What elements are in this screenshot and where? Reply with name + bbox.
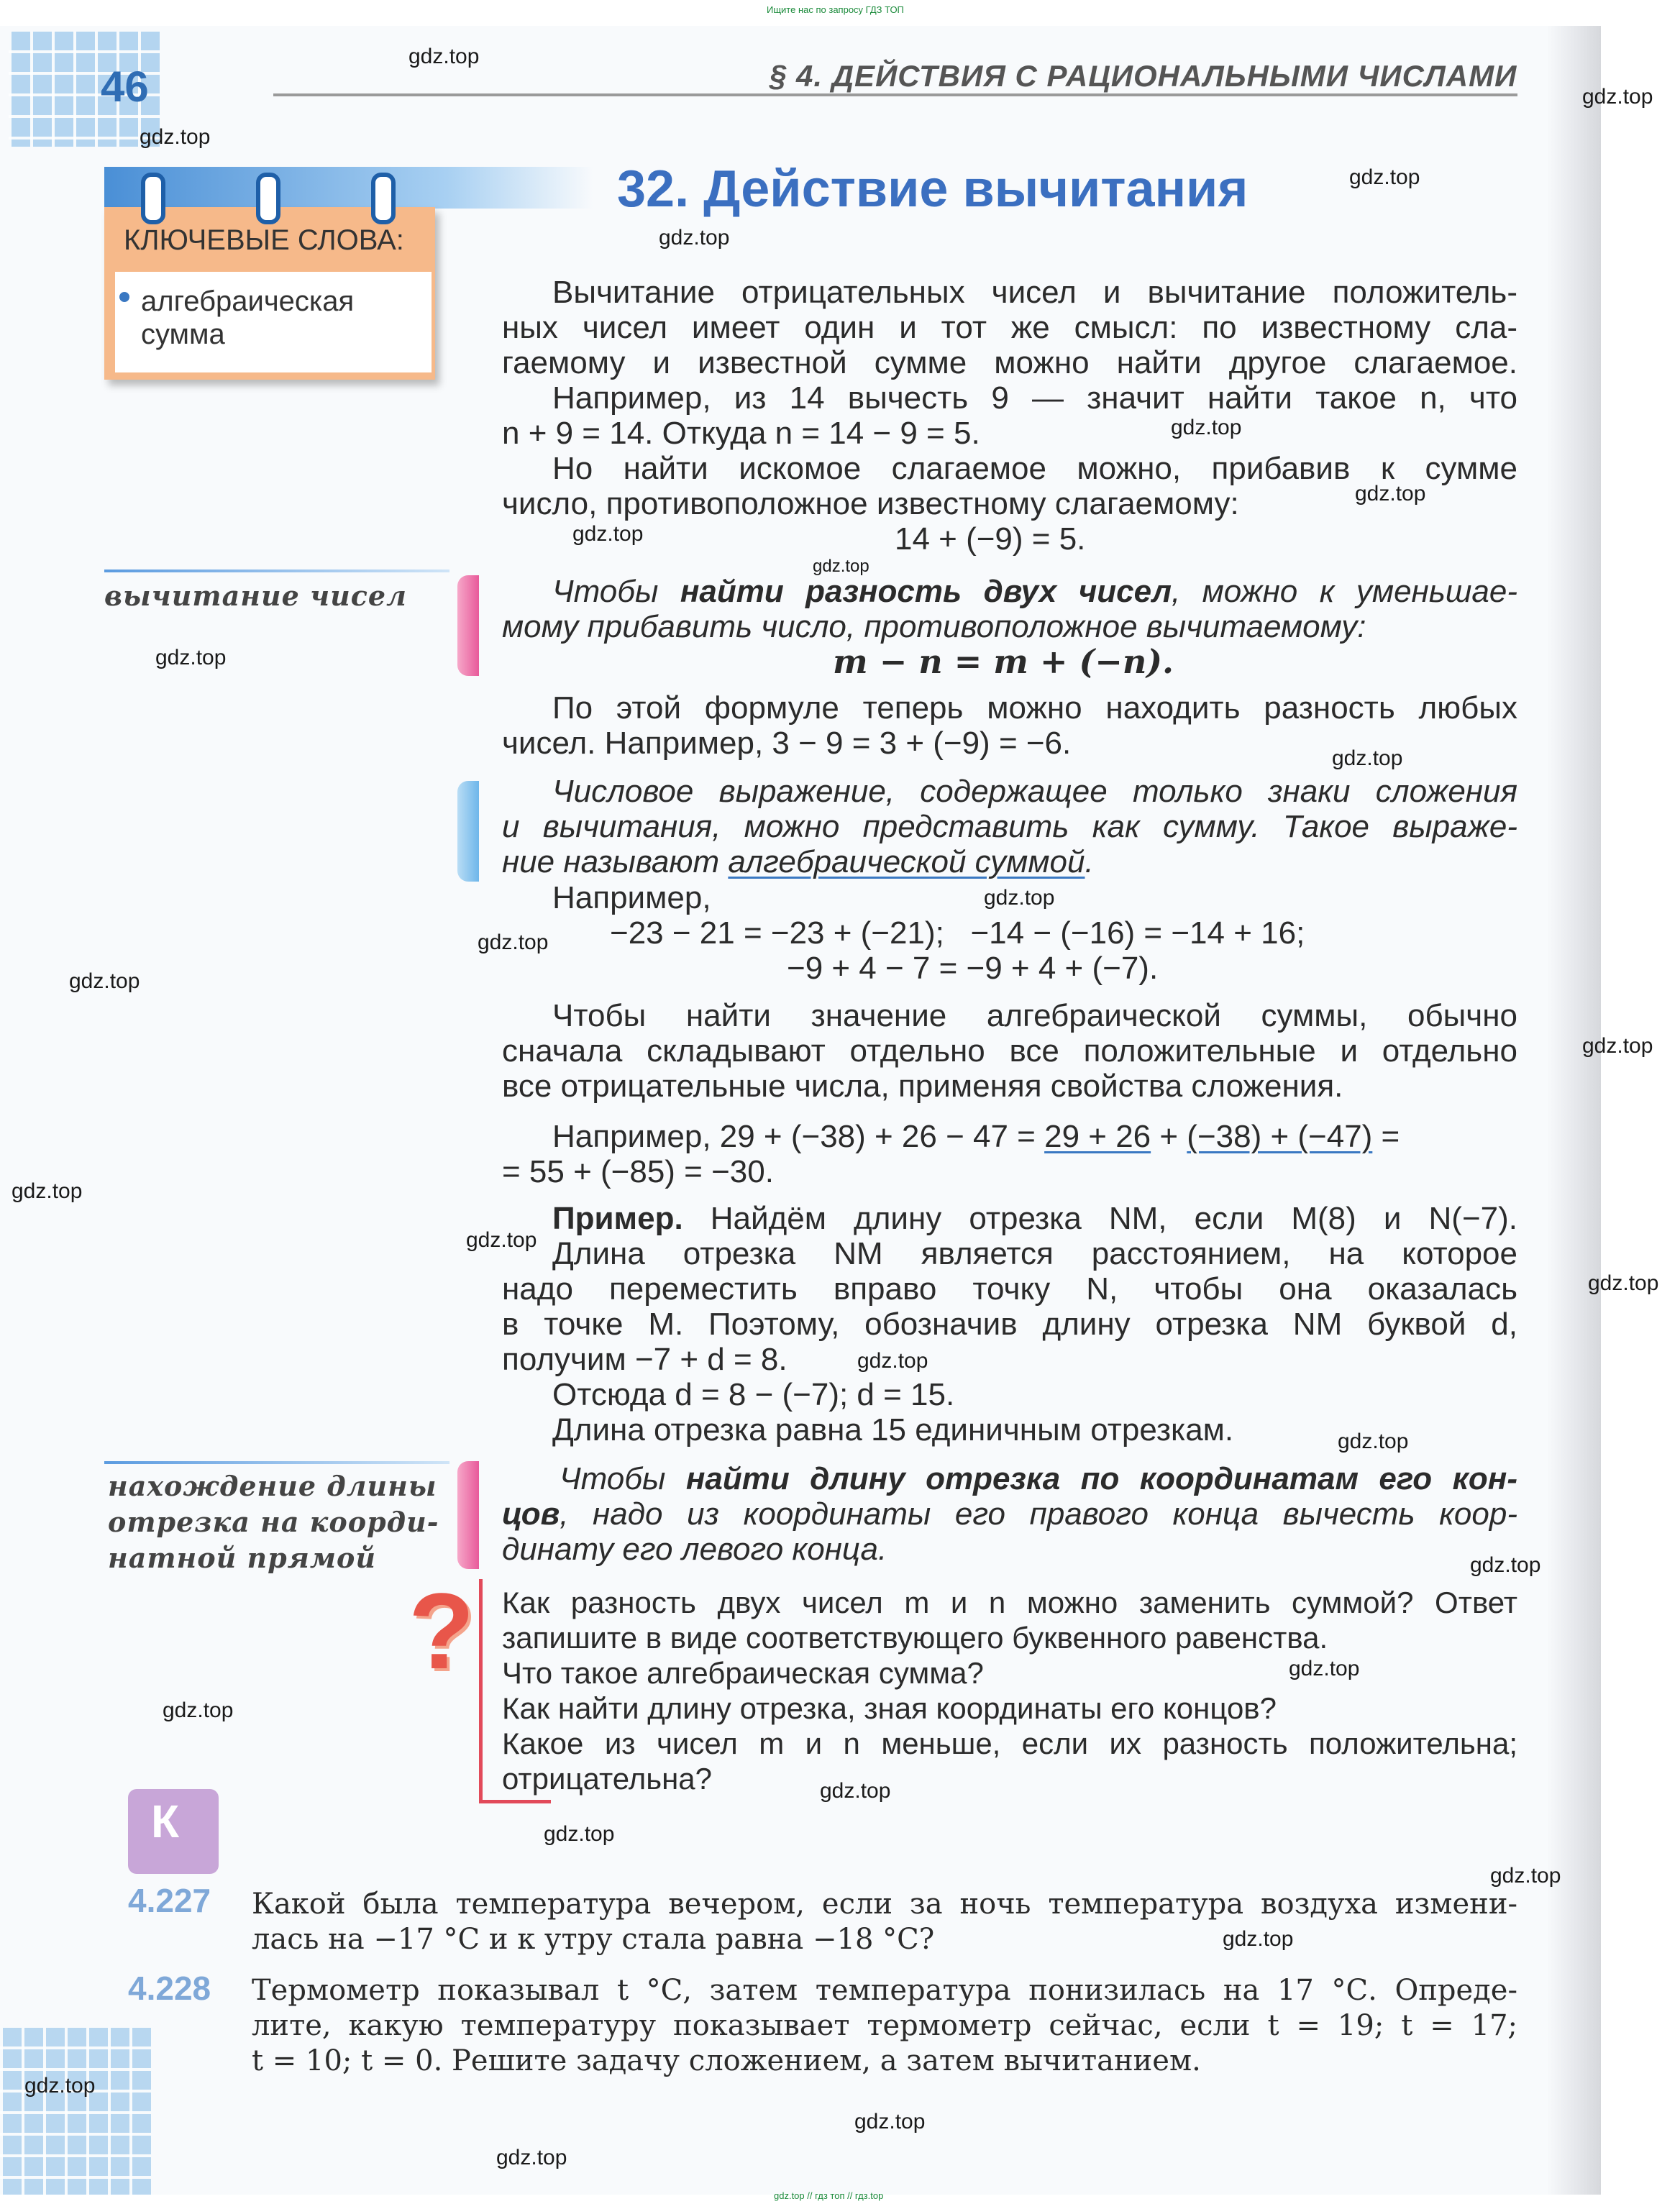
watermark: gdz.top — [854, 2110, 926, 2133]
keywords-title: КЛЮЧЕВЫЕ СЛОВА: — [124, 224, 404, 256]
watermark: gdz.top — [478, 930, 549, 954]
rule-subtraction — [502, 574, 1517, 680]
text-fragment: Найдём длину отрезка NM, если M(8) и N(−7). — [682, 1201, 1517, 1236]
watermark: gdz.top — [24, 2074, 96, 2098]
watermark: gdz.top — [466, 1228, 537, 1252]
questions-line — [479, 1579, 483, 1802]
text-line: Например, — [552, 880, 711, 915]
question-item: Как найти длину отрезка, зная координаты его концов? — [502, 1691, 1277, 1725]
watermark: gdz.top — [544, 1822, 615, 1846]
exercise-4228 — [252, 1973, 1517, 2079]
watermark: gdz.top — [1289, 1657, 1360, 1680]
top-banner: Ищите нас по запросу ГДЗ ТОП — [767, 4, 904, 15]
paragraph-algebraic-sum-value — [502, 998, 1517, 1104]
text-line: динату его левого конца. — [502, 1532, 887, 1567]
rule-marker-bar — [457, 1461, 479, 1569]
watermark: gdz.top — [69, 969, 140, 993]
watermark: gdz.top — [984, 886, 1055, 910]
margin-term — [108, 1468, 453, 1576]
worked-example — [502, 1201, 1517, 1447]
text-line: Вычитание отрицательных чисел и вычитание положитель- — [552, 275, 1517, 310]
margin-term: вычитание чисел — [104, 580, 407, 612]
text-line: натной прямой — [108, 1542, 376, 1574]
text-line: Например, из 14 вычесть 9 — значит найти такое n, что — [552, 380, 1517, 416]
watermark: gdz.top — [820, 1779, 891, 1803]
header-divider — [273, 93, 1517, 96]
example-label: Пример. — [552, 1201, 683, 1236]
exercise-number: 4.227 — [128, 1882, 211, 1919]
text-line: чисел. Например, 3 − 9 = 3 + (−9) = −6. — [502, 726, 1072, 761]
watermark: gdz.top — [572, 522, 644, 546]
text-line: надо переместить вправо точку N, чтобы она оказалась — [502, 1271, 1517, 1307]
text-fragment: + — [1151, 1119, 1187, 1154]
section-title: 32. Действие вычитания — [617, 160, 1248, 218]
watermark: gdz.top — [496, 2146, 567, 2169]
text-line: = 55 + (−85) = −30. — [502, 1154, 774, 1189]
questions-line — [479, 1800, 551, 1803]
watermark: gdz.top — [12, 1179, 83, 1203]
bottom-banner: gdz.top // гдз топ // гдз.top — [774, 2190, 884, 2201]
ring-icon — [371, 173, 396, 224]
text-line: получим −7 + d = 8. — [502, 1342, 788, 1377]
text-line: Чтобы найти значение алгебраической суммы, обычно — [552, 998, 1517, 1033]
text-line: сначала складывают отдельно все положительные и отдельно — [502, 1033, 1517, 1069]
text-line: Длина отрезка равна 15 единичным отрезкам. — [552, 1412, 1234, 1447]
text-line: число, противоположное известному слагаемому: — [502, 486, 1239, 521]
formula: m − n = m + (−n). — [833, 642, 1174, 681]
watermark: gdz.top — [813, 557, 869, 576]
text-fragment: ние называют — [502, 844, 729, 879]
watermark: gdz.top — [659, 226, 730, 250]
watermark: gdz.top — [155, 646, 227, 669]
text-fragment: , надо из координаты его правого конца вычесть коор- — [560, 1496, 1517, 1532]
watermark: gdz.top — [163, 1698, 234, 1722]
watermark: gdz.top — [1349, 165, 1420, 189]
keyword-item: алгебраическая сумма — [141, 285, 355, 350]
keywords-bar — [104, 167, 593, 209]
formula: −23 − 21 = −23 + (−21); −14 − (−16) = −14 + 16; — [610, 915, 1305, 951]
watermark: gdz.top — [1332, 746, 1403, 770]
rule-highlight: цов — [502, 1496, 560, 1532]
text-line: По этой формуле теперь можно находить разность любых — [552, 690, 1517, 726]
text-line: все отрицательные числа, применяя свойства сложения. — [502, 1069, 1343, 1104]
margin-divider — [104, 1461, 449, 1464]
text-line: ных чисел имеет один и тот же смысл: по известному сла- — [502, 310, 1517, 345]
question-item: Что такое алгебраическая сумма? — [502, 1656, 984, 1690]
ring-icon — [256, 173, 280, 224]
watermark: gdz.top — [1223, 1927, 1294, 1951]
text-line: в точке M. Поэтому, обозначив длину отрезка NM буквой d, — [502, 1307, 1517, 1342]
text-line: Числовое выражение, содержащее только знаки сложения — [552, 774, 1517, 809]
ring-icon — [141, 173, 165, 224]
text-fragment: Чтобы — [560, 1461, 686, 1496]
watermark: gdz.top — [1588, 1271, 1659, 1295]
definition-algebraic-sum — [502, 774, 1517, 879]
text-fragment: = — [1372, 1119, 1400, 1154]
formula: 14 + (−9) = 5. — [895, 521, 1086, 557]
positive-group: 29 + 26 — [1044, 1119, 1151, 1154]
rule-marker-bar — [457, 575, 479, 676]
watermark: gdz.top — [1582, 1034, 1653, 1058]
rule-highlight: найти длину отрезка по координатам его кон- — [685, 1461, 1517, 1496]
chapter-title: § 4. ДЕЙСТВИЯ С РАЦИОНАЛЬНЫМИ ЧИСЛАМИ — [770, 59, 1517, 93]
bullet-icon — [119, 292, 129, 302]
text-line: и вычитания, можно представить как сумму. Такое выраже- — [502, 809, 1517, 844]
margin-divider — [104, 570, 449, 572]
text-fragment: . — [1085, 844, 1094, 879]
text-line: n + 9 = 14. Откуда n = 14 − 9 = 5. — [502, 416, 980, 451]
watermark: gdz.top — [1490, 1864, 1561, 1888]
text-line: мому прибавить число, противоположное вычитаемому: — [502, 609, 1366, 644]
text-line: Но найти искомое слагаемое можно, прибавив к сумме — [552, 451, 1517, 486]
formula: −9 + 4 − 7 = −9 + 4 + (−7). — [787, 951, 1159, 986]
question-item: Как разность двух чисел m и n можно заменить суммой? Ответ — [502, 1586, 1517, 1619]
text-line: нахождение длины — [108, 1470, 437, 1502]
text-fragment: Чтобы — [552, 574, 680, 609]
rule-highlight: найти разность двух чисел — [680, 574, 1172, 609]
review-questions — [502, 1585, 1517, 1796]
corner-grid-decoration — [0, 2028, 151, 2195]
page-number: 46 — [101, 63, 149, 111]
exercise-number: 4.228 — [128, 1970, 211, 2007]
watermark: gdz.top — [1470, 1553, 1541, 1577]
text-line: лась на −17 °С и к утру стала равна −18 °С? — [252, 1923, 935, 1956]
rule-segment-length — [502, 1461, 1517, 1567]
negative-group: (−38) + (−47) — [1187, 1119, 1373, 1154]
text-line: Какой была температура вечером, если за ночь температура воздуха измени- — [252, 1888, 1517, 1921]
question-item: отрицательна? — [502, 1762, 713, 1796]
watermark: gdz.top — [408, 45, 480, 68]
text-fragment: Например, 29 + (−38) + 26 − 47 = — [552, 1119, 1045, 1154]
text-fragment: , можно к уменьшае- — [1171, 574, 1518, 609]
watermark: gdz.top — [1582, 85, 1653, 109]
puzzle-letter: К — [151, 1796, 180, 1847]
watermark: gdz.top — [1171, 416, 1242, 439]
question-item: Какое из чисел m и n меньше, если их разность положительна; — [502, 1727, 1517, 1760]
text-line: отрезка на коорди- — [108, 1506, 439, 1538]
question-item: запишите в виде соответствующего буквенного равенства. — [502, 1621, 1328, 1655]
watermark: gdz.top — [857, 1349, 928, 1373]
defined-term: алгебраической суммой — [728, 844, 1085, 879]
watermark: gdz.top — [140, 125, 211, 149]
text-line: Отсюда d = 8 − (−7); d = 15. — [552, 1377, 955, 1412]
question-mark-icon: ? — [408, 1570, 475, 1691]
definition-marker-bar — [457, 781, 479, 882]
text-line: лите, какую температуру показывает термометр сейчас, если t = 19; t = 17; — [252, 2009, 1517, 2042]
text-line: Длина отрезка NM является расстоянием, на которое — [552, 1236, 1517, 1271]
paragraph-sum-example — [502, 1119, 1517, 1189]
text-line: Термометр показывал t °С, затем температура понизилась на 17 °С. Опреде- — [252, 1974, 1517, 2007]
exercise-4227 — [252, 1887, 1517, 1957]
text-line: t = 10; t = 0. Решите задачу сложением, а затем вычитанием. — [252, 2044, 1201, 2077]
paragraph-intro — [502, 275, 1517, 557]
watermark: gdz.top — [1338, 1430, 1409, 1453]
text-line: гаемому и известной сумме можно найти другое слагаемое. — [502, 345, 1517, 380]
watermark: gdz.top — [1355, 482, 1426, 506]
